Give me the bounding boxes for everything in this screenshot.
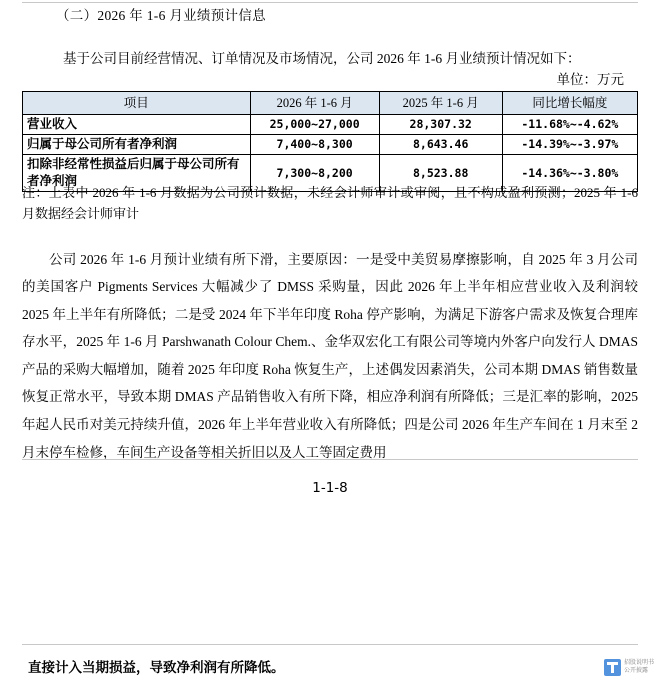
table-note: 注：上表中 2026 年 1-6 月数据为公司预计数据，未经会计师审计或审阅，且不构成盈利预测；2025 年 1-6 月数据经会计师审计 [22, 185, 638, 221]
next-page-first-line: 直接计入当期损益，导致净利润有所降低。 [28, 660, 285, 675]
row-value-2025: 28,307.32 [379, 115, 502, 135]
watermark-line-2: 公开披露 [624, 667, 649, 674]
row-item-label: 归属于母公司所有者净利润 [23, 135, 251, 155]
row-item-label: 营业收入 [23, 115, 251, 135]
watermark [604, 655, 656, 679]
row-value-growth: -14.39%~-3.97% [502, 135, 637, 155]
row-value-growth: -11.68%~-4.62% [502, 115, 637, 135]
table-row [23, 115, 638, 135]
document-watermark-icon [604, 659, 621, 676]
table-header-2026: 2026 年 1-6 月 [250, 92, 379, 115]
row-value-growth: -14.36%~-3.80% [502, 155, 637, 192]
table-unit-label: 单位：万元 [556, 72, 624, 87]
row-value-2025: 8,523.88 [379, 155, 502, 192]
table-header-row [23, 92, 638, 115]
section-title: （二）2026 年 1-6 月业绩预计信息 [56, 8, 266, 23]
row-value-2026: 25,000~27,000 [250, 115, 379, 135]
page-number: 1-1-8 [312, 480, 348, 496]
table-header-item: 项目 [23, 92, 251, 115]
watermark-line-1: 招股说明书 [624, 659, 655, 666]
table-header-2025: 2025 年 1-6 月 [379, 92, 502, 115]
table-row [23, 135, 638, 155]
table-header-growth: 同比增长幅度 [502, 92, 637, 115]
intro-paragraph: 基于公司目前经营情况、订单情况及市场情况，公司 2026 年 1-6 月业绩预计情况如下： [63, 50, 581, 66]
row-item-label: 扣除非经常性损益后归属于母公司所有者净利润 [23, 155, 251, 192]
next-page-top-divider [22, 644, 638, 645]
performance-forecast-table [22, 91, 638, 192]
page-bottom-divider [22, 459, 638, 460]
row-value-2026: 7,300~8,200 [250, 155, 379, 192]
row-value-2025: 8,643.46 [379, 135, 502, 155]
analysis-paragraph: 公司 2026 年 1-6 月预计业绩有所下滑，主要原因：一是受中美贸易摩擦影响，自 2025 年 3 月公司的美国客户 Pigments Services 大幅减少了 DMSS 采购量，因此 2026 年上半年相应营业收入及利润较 2025 年上半年有所降低；二是受 2024 年下半年印度 Roha 停产影响，为满足下游客户需求及恢复合理库存水平，2025 年 1-6 月 Parshwanath Colour Chem.、金华双宏化工有限公司等境内外客户向发行人 DMAS 产品的采购大幅增加，随着 2025 年印度 Roha 恢复生产，上述偶发因素消失，公司本期 DMAS 销售数量恢复正常水平，导致本期 DMAS 产品销售收入有所下降，相应净利润有所降低；三是汇率的影响，2025 年起人民币对美元持续升值，2026 年上半年营业收入有所降低；四是公司 2026 年生产车间在 1 月末至 2 月末停车检修，车间生产设备等相关折旧以及人工等固定费用 [22, 251, 638, 460]
row-value-2026: 7,400~8,300 [250, 135, 379, 155]
page-top-divider [22, 2, 638, 3]
